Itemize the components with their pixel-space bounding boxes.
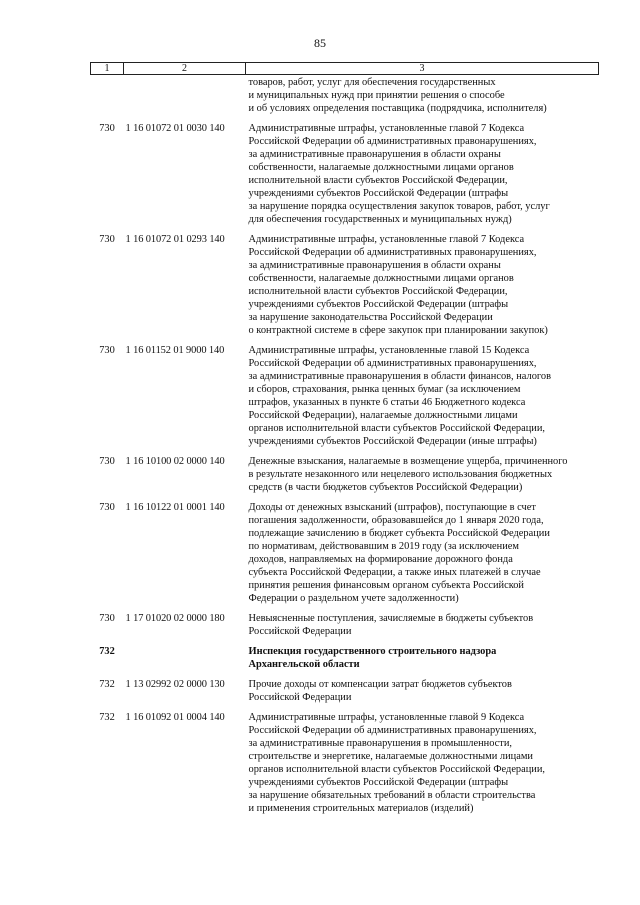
income-description — [246, 645, 599, 678]
description-line: Административные штрафы, установленные главой 9 Кодекса — [248, 712, 525, 723]
description-line: Российской Федерации), налагаемые должностными лицами — [248, 410, 518, 421]
description-line: Административные штрафы, установленные главой 7 Кодекса — [248, 234, 525, 245]
description-line: средств (в части бюджетов субъектов Российской Федерации) — [248, 482, 523, 493]
table-row — [91, 711, 599, 822]
income-code: 1 17 01020 02 0000 180 — [125, 613, 225, 624]
description-line: Административные штрафы, установленные главой 7 Кодекса — [248, 123, 525, 134]
description-line: учреждениями субъектов Российской Федерации (штрафы — [248, 299, 509, 310]
description-line: собственности, налагаемые должностными лицами органов — [248, 162, 514, 173]
income-description — [246, 455, 599, 501]
description-line: Федерации о раздельном учете задолженности) — [248, 593, 459, 604]
table-row — [91, 75, 599, 123]
description-line: за административные правонарушения в области охраны — [248, 149, 501, 160]
description-line: о контрактной системе в сфере закупок при планировании закупок) — [248, 325, 548, 336]
table-row — [91, 344, 599, 455]
budget-classification-table — [90, 62, 599, 822]
page-number: 85 — [314, 36, 326, 50]
table-row — [91, 612, 599, 645]
admin-code: 730 — [99, 456, 115, 467]
description-line: субъекта Российской Федерации, а также иных платежей в случае — [248, 567, 541, 578]
description-line: Инспекция государственного строительного надзора — [248, 646, 497, 657]
income-code: 1 16 10100 02 0000 140 — [125, 456, 225, 467]
table-header-row — [91, 63, 599, 75]
admin-code: 730 — [99, 123, 115, 134]
income-code — [124, 75, 246, 123]
table-body — [91, 75, 599, 823]
description-line: учреждениями субъектов Российской Федерации (иные штрафы) — [248, 436, 537, 447]
description-line: за административные правонарушения в области финансов, налогов — [248, 371, 551, 382]
description-line: за нарушение законодательства Российской Федерации — [248, 312, 493, 323]
description-line: и муниципальных нужд при принятии решения о способе — [248, 90, 505, 101]
description-line: принятия решения финансовым органом субъекта Российской — [248, 580, 524, 591]
description-line: органов исполнительной власти субъектов Российской Федерации, — [248, 423, 546, 434]
admin-code: 732 — [99, 712, 115, 723]
table-row — [91, 122, 599, 233]
description-line: по нормативам, действовавшим в 2019 году (за исключением — [248, 541, 519, 552]
description-line: Российской Федерации об административных правонарушениях, — [248, 358, 537, 369]
description-line: учреждениями субъектов Российской Федерации (штрафы — [248, 777, 509, 788]
description-line: за нарушение порядка осуществления закупок товаров, работ, услуг — [248, 201, 550, 212]
income-code — [124, 645, 246, 678]
admin-code: 730 — [99, 502, 115, 513]
header-col-2: 2 — [124, 63, 246, 75]
admin-code: 732 — [99, 679, 115, 690]
table-row — [91, 233, 599, 344]
header-col-1: 1 — [91, 63, 124, 75]
admin-code: 730 — [99, 613, 115, 624]
description-line: за административные правонарушения в промышленности, — [248, 738, 512, 749]
description-line: доходов, направляемых на формирование дорожного фонда — [248, 554, 513, 565]
income-description — [246, 678, 599, 711]
description-line: Российской Федерации об административных правонарушениях, — [248, 247, 537, 258]
table-row — [91, 678, 599, 711]
description-line: для обеспечения государственных и муниципальных нужд) — [248, 214, 512, 225]
description-line: Архангельской области — [248, 659, 360, 670]
description-line: исполнительной власти субъектов Российской Федерации, — [248, 286, 508, 297]
admin-code: 732 — [99, 646, 115, 657]
description-line: Денежные взыскания, налагаемые в возмещение ущерба, причиненного — [248, 456, 568, 467]
description-line: Невыясненные поступления, зачисляемые в бюджеты субъектов — [248, 613, 534, 624]
header-col-3: 3 — [246, 63, 599, 75]
description-line: исполнительной власти субъектов Российской Федерации, — [248, 175, 508, 186]
description-line: штрафов, указанных в пункте 6 статьи 46 Бюджетного кодекса — [248, 397, 526, 408]
description-line: учреждениями субъектов Российской Федерации (штрафы — [248, 188, 509, 199]
income-description — [246, 501, 599, 612]
description-line: Российской Федерации — [248, 626, 352, 637]
income-description — [246, 612, 599, 645]
table-row — [91, 455, 599, 501]
income-description — [246, 233, 599, 344]
description-line: Российской Федерации об административных правонарушениях, — [248, 136, 537, 147]
admin-code: 730 — [99, 345, 115, 356]
admin-code: 730 — [99, 234, 115, 245]
income-description — [246, 75, 599, 123]
description-line: подлежащие зачислению в бюджет субъекта Российской Федерации — [248, 528, 550, 539]
description-line: и применения строительных материалов (изделий) — [248, 803, 474, 814]
table-row — [91, 501, 599, 612]
income-description — [246, 122, 599, 233]
income-description — [246, 711, 599, 822]
income-code: 1 16 01092 01 0004 140 — [125, 712, 225, 723]
description-line: Прочие доходы от компенсации затрат бюджетов субъектов — [248, 679, 512, 690]
admin-code — [91, 75, 124, 123]
description-line: за нарушение обязательных требований в области строительства — [248, 790, 536, 801]
description-line: и об условиях определения поставщика (подрядчика, исполнителя) — [248, 103, 547, 114]
description-line: органов исполнительной власти субъектов Российской Федерации, — [248, 764, 546, 775]
description-line: строительстве и энергетике, налагаемые должностными лицами — [248, 751, 533, 762]
description-line: в результате незаконного или нецелевого использования бюджетных — [248, 469, 553, 480]
table-row — [91, 645, 599, 678]
description-line: погашения задолженности, образовавшейся до 1 января 2020 года, — [248, 515, 544, 526]
description-line: за административные правонарушения в области охраны — [248, 260, 501, 271]
income-code: 1 16 01072 01 0030 140 — [125, 123, 225, 134]
description-line: и сборов, страхования, рынка ценных бумаг (за исключением — [248, 384, 521, 395]
income-description — [246, 344, 599, 455]
description-line: Российской Федерации — [248, 692, 352, 703]
description-line: Административные штрафы, установленные главой 15 Кодекса — [248, 345, 530, 356]
description-line: Доходы от денежных взысканий (штрафов), поступающие в счет — [248, 502, 536, 513]
description-line: собственности, налагаемые должностными лицами органов — [248, 273, 514, 284]
description-line: Российской Федерации об административных правонарушениях, — [248, 725, 537, 736]
income-code: 1 13 02992 02 0000 130 — [125, 679, 225, 690]
income-code: 1 16 01072 01 0293 140 — [125, 234, 225, 245]
description-line: товаров, работ, услуг для обеспечения государственных — [248, 77, 496, 88]
income-code: 1 16 10122 01 0001 140 — [125, 502, 225, 513]
income-code: 1 16 01152 01 9000 140 — [125, 345, 225, 356]
